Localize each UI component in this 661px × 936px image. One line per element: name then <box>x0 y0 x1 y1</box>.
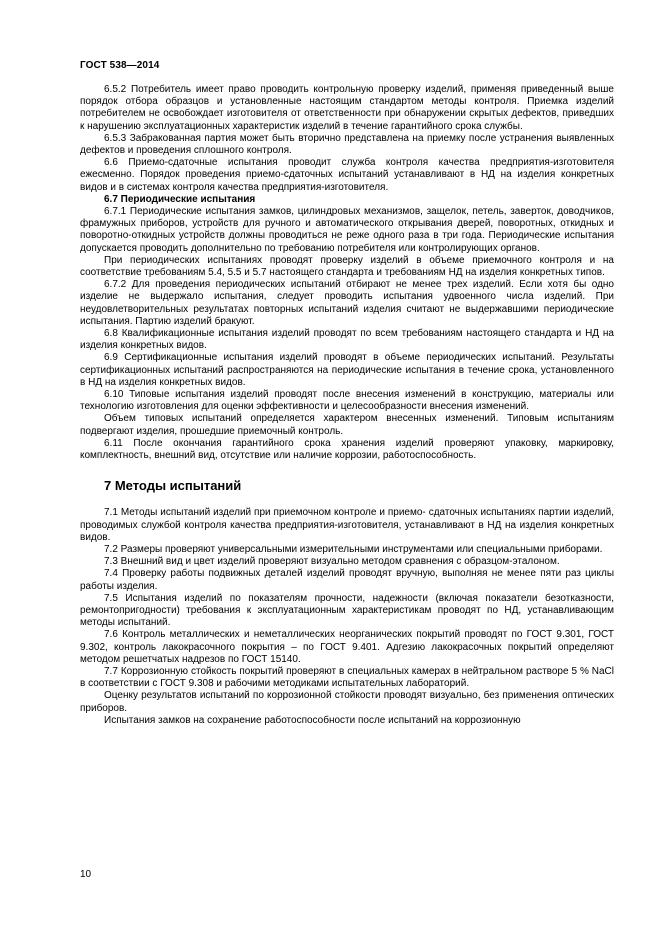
paragraph: 7.2 Размеры проверяют универсальными измерительными инструментами или специальными приборами. <box>104 543 603 555</box>
paragraph: 7.7 Коррозионную стойкость покрытий проверяют в специальных камерах в нейтральном растворе 5 % NaCl в соответствии с ГОСТ 9.308 и рабочими методиками испытательных лабораторий. <box>80 665 614 690</box>
paragraph: 6.8 Квалификационные испытания изделий проводят по всем требованиям настоящего стандарта и НД на изделия конкретных видов. <box>80 328 614 352</box>
paragraph: 7.5 Испытания изделий по показателям прочности, надежности (включая показатели безотказности, ремонтопригодности) требования к эксплуатационным характеристикам проводят по НД, устанавливающим методы испытаний. <box>80 592 614 629</box>
paragraph: 6.5.3 Забракованная партия может быть вторично представлена на приемку после устранения выявленных дефектов и проведения сплошного контроля. <box>80 132 614 157</box>
paragraph: 6.9 Сертификационные испытания изделий проводят в объеме периодических испытаний. Результаты сертификационных испытаний распространяются на периодические испытания в течение срока, установленного в НД на изделия конкретных видов. <box>80 352 614 388</box>
paragraph: 6.7.1 Периодические испытания замков, цилиндровых механизмов, защелок, петель, заверток, доводчиков, фрамужных приборов, устройств для ручного и автоматического открывания дверей, поворотных, откидных и поворотно-откидных устройств должны проводиться не реже одного раза в три года. Периодические испытания допускается проводить дополнительно по требованию потребителя или контролирующих органов. <box>80 206 614 254</box>
paragraph: Объем типовых испытаний определяется характером внесенных изменений. Типовым испытаниям подвергают изделия, прошедшие приемочный контроль. <box>80 413 614 437</box>
subsection-heading: 6.7 Периодические испытания <box>104 193 256 205</box>
paragraph: 6.5.2 Потребитель имеет право проводить контрольную проверку изделий, применяя приведенный выше порядок отбора образцов и установленные настоящим стандартом методы контроля. Приемка изделий потребителем не освобождает изготовителя от ответственности при обнаружении скрытых дефектов, приведших к нарушению эксплуатационных характеристик изделий в течение гарантийного срока службы. <box>80 84 614 132</box>
page-header-code: ГОСТ 538—2014 <box>80 60 160 71</box>
paragraph: 7.6 Контроль металлических и неметаллических неорганических покрытий проводят по ГОСТ 9.301, ГОСТ 9.302, контроль лакокрасочного покрытия – по ГОСТ 9.401. Адгезию лакокрасочных покрытий определяют методом решетчатых надрезов по ГОСТ 15140. <box>80 629 614 665</box>
page-number: 10 <box>80 869 92 880</box>
paragraph: 7.3 Внешний вид и цвет изделий проверяют визуально методом сравнения с образцом-эталоном. <box>104 556 560 568</box>
paragraph: 6.7.2 Для проведения периодических испытаний отбирают не менее трех изделий. Если хотя бы одно изделие не выдержало испытания, следует проводить испытания удвоенного числа изделий. При неудовлетворительных результатах повторных испытаний изделия считают не выдержавшими периодические испытания. Партию изделий бракуют. <box>80 279 614 327</box>
paragraph: 6.11 После окончания гарантийного срока хранения изделий проверяют упаковку, маркировку, комплектность, внешний вид, отсутствие или наличие коррозии, работоспособность. <box>80 437 614 462</box>
paragraph: 6.6 Приемо-сдаточные испытания проводит служба контроля качества предприятия-изготовителя ежесменно. Порядок проведения приемо-сдаточных испытаний устанавливают в НД на изделия конкретных видов и в системах контроля качества предприятия-изготовителя. <box>80 157 614 193</box>
section-heading: 7 Методы испытаний <box>104 478 242 494</box>
paragraph: 7.1 Методы испытаний изделий при приемочном контроле и приемо- сдаточных испытаниях партии изделий, проводимых службой контроля качества предприятия-изготовителя, устанавливают в НД на изделия конкретных видов. <box>80 507 614 543</box>
paragraph: Оценку результатов испытаний по коррозионной стойкости проводят визуально, без применения оптических приборов. <box>80 690 614 714</box>
paragraph: Испытания замков на сохранение работоспособности после испытаний на коррозионную <box>104 714 521 726</box>
document-body <box>80 84 614 727</box>
paragraph: 7.4 Проверку работы подвижных деталей изделий проводят вручную, выполняя не менее пяти раз циклы работы изделия. <box>80 568 614 592</box>
section-6-text <box>80 84 614 462</box>
paragraph: При периодических испытаниях проводят проверку изделий в объеме приемочного контроля и на соответствие требованиям 5.4, 5.5 и 5.7 настоящего стандарта и требованиям НД на изделия конкретных типов. <box>80 254 614 279</box>
paragraph: 6.10 Типовые испытания изделий проводят после внесения изменений в конструкцию, материалы или технологию изготовления для оценки эффективности и целесообразности внесения изменений. <box>80 389 614 413</box>
section-7-text <box>80 507 614 727</box>
